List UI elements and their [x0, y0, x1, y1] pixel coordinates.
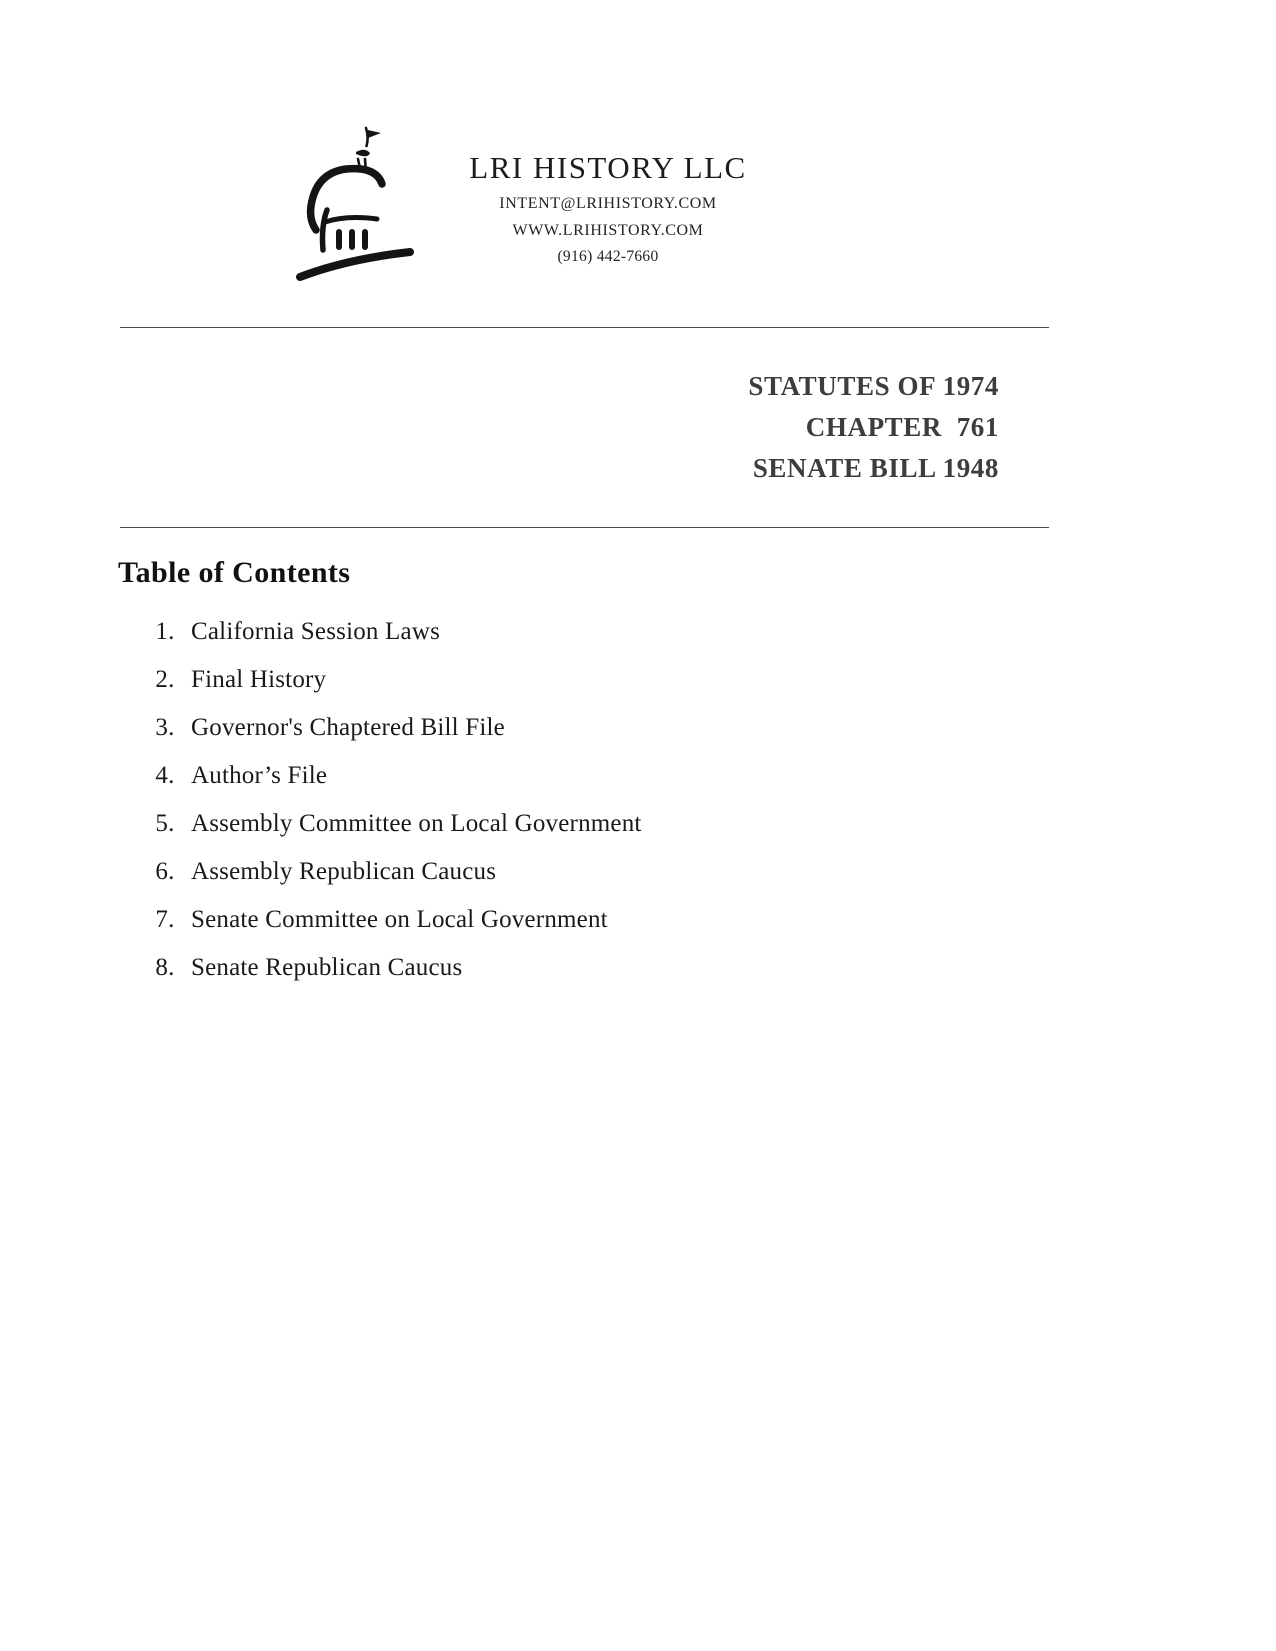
senate-bill-line: SENATE BILL 1948: [752, 453, 999, 483]
toc-item: 2. Final History: [181, 666, 642, 694]
chapter-line: CHAPTER 761: [805, 412, 999, 442]
statutes-line: STATUTES OF 1974: [748, 371, 999, 401]
toc-heading: Table of Contents: [118, 556, 351, 589]
phone-text: (916) 442-7660: [557, 248, 659, 265]
toc-item: 3. Governor's Chaptered Bill File: [181, 714, 642, 742]
toc-item: 4. Author’s File: [181, 762, 642, 790]
toc-item: 1. California Session Laws: [181, 618, 642, 646]
capitol-dome-logo: [292, 122, 442, 292]
letterhead: [448, 150, 768, 266]
toc-list: [143, 618, 642, 1002]
divider-bottom: [120, 527, 1049, 528]
toc-item: 5. Assembly Committee on Local Government: [181, 810, 642, 838]
website-text: WWW.LRIHISTORY.COM: [512, 222, 704, 239]
statutes-title-block: [748, 366, 999, 489]
divider-top: [120, 327, 1049, 328]
toc-item: 8. Senate Republican Caucus: [181, 954, 642, 982]
company-name: LRI HISTORY LLC: [469, 150, 747, 185]
email-text: INTENT@LRIHISTORY.COM: [499, 195, 717, 212]
toc-item: 7. Senate Committee on Local Government: [181, 906, 642, 934]
toc-item: 6. Assembly Republican Caucus: [181, 858, 642, 886]
